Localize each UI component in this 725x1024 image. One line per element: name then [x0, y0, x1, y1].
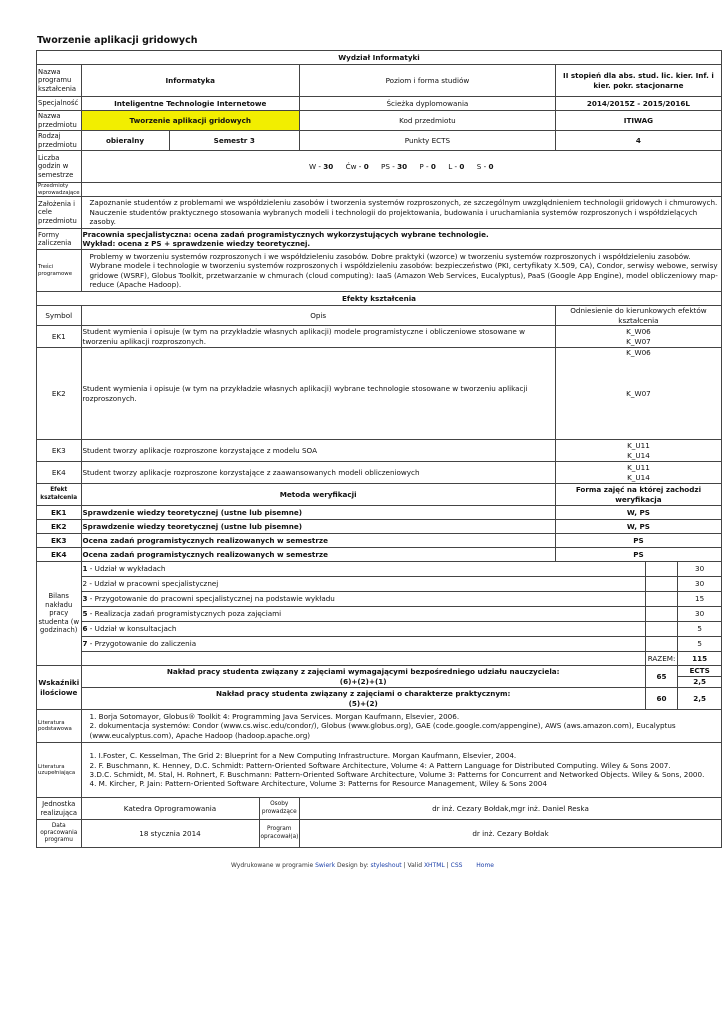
hours-ps: PS - 30	[381, 161, 408, 171]
indicator-1-text: Nakład pracy studenta związany z zajęciami wymagającymi bezpośredniego udziału nauczyciela: (6)+(2)+(1)	[81, 666, 645, 688]
workload-hours: 5	[678, 637, 722, 652]
path-label: Ścieżka dyplomowania	[299, 97, 555, 111]
outcome-symbol: EK2	[37, 348, 82, 440]
outcome-ref: K_U11 K_U14	[555, 462, 721, 484]
outcome-symbol: EK4	[37, 462, 82, 484]
workload-item: 5 - Realizacja zadań programistycznych poza zajęciami	[81, 607, 645, 622]
workload-total-row	[37, 652, 722, 666]
workload-item: 6 - Udział w konsultacjach	[81, 622, 645, 637]
table-row	[37, 548, 722, 562]
course-name: Tworzenie aplikacji gridowych	[81, 111, 299, 131]
hours-w: W - 30	[309, 161, 334, 171]
level-value: II stopień dla abs. stud. lic. kier. Inf. i kier. pokr. stacjonarne	[555, 65, 721, 97]
ects-label: Punkty ECTS	[299, 131, 555, 151]
verification-method: Sprawdzenie wiedzy teoretycznej (ustne lub pisemne)	[81, 520, 555, 534]
outcome-ref: K_U11 K_U14	[555, 440, 721, 462]
workload-total-spacer	[81, 652, 645, 666]
workload-row	[37, 562, 722, 577]
goals-label: Założenia i cele przedmiotu	[37, 197, 82, 229]
workload-blank	[645, 577, 677, 592]
syllabus-table	[36, 50, 722, 848]
specialty-value: Inteligentne Technologie Internetowe	[81, 97, 299, 111]
outcome-desc: Student tworzy aplikacje rozproszone korzystające z zaawansowanych modeli obliczeniowych	[81, 462, 555, 484]
table-row	[37, 462, 722, 484]
table-row	[37, 520, 722, 534]
hours-summary	[81, 151, 722, 183]
literature-basic-label: Literatura podstawowa	[37, 710, 82, 743]
outcome-symbol: EK3	[37, 440, 82, 462]
outcome-symbol: EK1	[37, 326, 82, 348]
outcomes-col-desc: Opis	[81, 306, 555, 326]
footer-home-link[interactable]: Home	[476, 862, 494, 869]
assessment-line-1: Pracownia specjalistyczna: ocena zadań programistycznych wykorzystujących wybrane technologie.	[82, 229, 489, 239]
indicator-2-text: Nakład pracy studenta związany z zajęciami o charakterze praktycznym: (5)+(2)	[81, 688, 645, 710]
literature-extra-label: Literatura uzupełniająca	[37, 743, 82, 798]
list-item: 2. F. Buschmann, K. Henney, D.C. Schmidt: Pattern-Oriented Software Architecture, Volume 4: A Pattern Language for Distributed Computing. Wiley & Sons 2007.	[89, 760, 671, 770]
workload-blank	[645, 607, 677, 622]
indicator-2-ects: 2,5	[678, 688, 722, 710]
content-label: Treści programowe	[37, 250, 82, 292]
list-item: 4. M. Kircher, P. Jain: Pattern-Oriented Software Architecture, Volume 3: Patterns for Resource Management, Wiley & Sons 2004	[89, 779, 547, 789]
workload-row	[37, 637, 722, 652]
indicator-2-hours: 60	[645, 688, 677, 710]
verification-method: Ocena zadań programistycznych realizowanych w semestrze	[81, 534, 555, 548]
path-value: 2014/2015Z - 2015/2016L	[555, 97, 721, 111]
indicator-ects-label: ECTS	[678, 666, 722, 677]
outcome-desc: Student tworzy aplikacje rozproszone korzystające z modelu SOA	[81, 440, 555, 462]
document-title: Tworzenie aplikacji gridowych	[37, 35, 198, 46]
hours-p: P - 0	[419, 161, 436, 171]
specialty-label: Specjalność	[37, 97, 82, 111]
list-item: 1. I.Foster, C. Kesselman, The Grid 2: Blueprint for a New Computing Infrastructure. Morgan Kaufmann, Elsevier, 2004.	[89, 751, 517, 761]
workload-hours: 5	[678, 622, 722, 637]
workload-total-label: RAZEM:	[645, 652, 677, 666]
workload-label: Bilans nakładu pracy studenta (w godzinach)	[37, 562, 82, 666]
workload-blank	[645, 592, 677, 607]
ects-value: 4	[555, 131, 721, 151]
outcomes-header: Efekty kształcenia	[37, 292, 722, 306]
workload-row	[37, 622, 722, 637]
date-label: Data opracowania programu	[37, 820, 82, 848]
verification-col-method: Metoda weryfikacji	[81, 484, 555, 506]
verification-form: PS	[555, 548, 721, 562]
workload-row	[37, 592, 722, 607]
outcome-desc: Student wymienia i opisuje (w tym na przykładzie własnych aplikacji) wybrane technologie stosowane w tworzeniu aplikacji rozproszonych.	[81, 348, 555, 440]
date-value: 18 stycznia 2014	[81, 820, 259, 848]
verification-effect: EK1	[37, 506, 82, 520]
workload-blank	[645, 637, 677, 652]
verification-form: W, PS	[555, 506, 721, 520]
content-text: Problemy w tworzeniu systemów rozproszonych i we współdzieleniu zasobów. Dobre praktyki (wzorce) w tworzeniu systemów rozproszonych i współdzieleniu zasobów. Wybrane modele i technologie w tworzeniu systemów rozproszonych i współdzieleniu zasobów: bezpieczeństwo (PKI, certyfikaty X.509, CA), Condor, serwisy webowe, serwisy gridowe (WSRF), Globus Toolkit, przetwarzanie w chmurach (cloud computing): IaaS (Amazon Web Services, Eucalyptus), PaaS (Google App Engine), model obliczeniowy map-reduce (Apache Hadoop).	[81, 250, 722, 292]
unit-label: Jednostka realizująca	[37, 798, 82, 820]
workload-item: 3 - Przygotowanie do pracowni specjalistycznej na podstawie wykładu	[81, 592, 645, 607]
workload-item: 2 - Udział w pracowni specjalistycznej	[81, 577, 645, 592]
course-label: Nazwa przedmiotu	[37, 111, 82, 131]
footer-app-link[interactable]: Swierk	[315, 862, 336, 869]
hours-label: Liczba godzin w semestrze	[37, 151, 82, 183]
outcome-desc: Student wymienia i opisuje (w tym na przykładzie własnych aplikacji) modele programistyczne i obliczeniowe stosowane w tworzeniu aplikacji rozproszonych.	[81, 326, 555, 348]
outcome-ref: K_W06 K_W07	[555, 326, 721, 348]
hours-cw: Ćw - 0	[345, 161, 369, 171]
indicator-1-ects: 2,5	[678, 677, 722, 688]
faculty-header: Wydział Informatyki	[37, 51, 722, 65]
verification-method: Sprawdzenie wiedzy teoretycznej (ustne lub pisemne)	[81, 506, 555, 520]
workload-hours: 30	[678, 562, 722, 577]
course-code: ITIWAG	[555, 111, 721, 131]
literature-basic-list	[81, 710, 722, 743]
semester-value: Semestr 3	[169, 131, 299, 151]
outcomes-col-ref: Odniesienie do kierunkowych efektów kształcenia	[555, 306, 721, 326]
verification-effect: EK3	[37, 534, 82, 548]
literature-extra-list	[81, 743, 722, 798]
kind-label: Rodzaj przedmiotu	[37, 131, 82, 151]
list-item: 2. dokumentacja systemów: Condor (www.cs.wisc.edu/condor/), Globus (www.globus.org), GAE (code.google.com/appengine), AWS (aws.amazon.com), Eucalyptus (www.eucalyptus.com), Apache Hadoop (hadoop.apache.org)	[89, 721, 676, 740]
workload-total-value: 115	[678, 652, 722, 666]
verification-col-form: Forma zajęć na której zachodzi weryfikacja	[555, 484, 721, 506]
workload-row	[37, 607, 722, 622]
workload-row	[37, 577, 722, 592]
hours-l: L - 0	[448, 161, 465, 171]
assessment-line-2: Wykład: ocena z PS + sprawdzenie wiedzy teoretycznej.	[82, 239, 311, 248]
workload-blank	[645, 622, 677, 637]
table-row	[37, 348, 722, 440]
workload-item: 7 - Przygotowanie do zaliczenia	[81, 637, 645, 652]
workload-hours: 15	[678, 592, 722, 607]
table-row	[37, 440, 722, 462]
indicator-row	[37, 666, 722, 677]
level-label: Poziom i forma studiów	[299, 65, 555, 97]
footer-designer-link[interactable]: styleshout	[370, 862, 402, 869]
verification-col-effect: Efekt kształcenia	[37, 484, 82, 506]
assessment-text	[81, 229, 722, 250]
program-label: Nazwa programu kształcenia	[37, 65, 82, 97]
code-label: Kod przedmiotu	[299, 111, 555, 131]
table-row	[37, 326, 722, 348]
verification-form: PS	[555, 534, 721, 548]
author-label: Program opracował(a)	[259, 820, 299, 848]
author-value: dr inż. Cezary Bołdak	[299, 820, 721, 848]
program-value: Informatyka	[81, 65, 299, 97]
table-row	[37, 506, 722, 520]
hours-s: S - 0	[476, 161, 494, 171]
verification-method: Ocena zadań programistycznych realizowanych w semestrze	[81, 548, 555, 562]
indicators-label: Wskaźniki ilościowe	[37, 666, 82, 710]
verification-effect: EK2	[37, 520, 82, 534]
workload-blank	[645, 562, 677, 577]
outcomes-col-symbol: Symbol	[37, 306, 82, 326]
indicator-row	[37, 688, 722, 699]
workload-hours: 30	[678, 607, 722, 622]
unit-value: Katedra Oprogramowania	[81, 798, 259, 820]
prerequisites-label: Przedmioty wprowadzające	[38, 183, 80, 196]
page-footer: Wydrukowane w programie Swierk Design by: styleshout | Valid XHTML | CSS Home	[230, 862, 494, 869]
list-item: 1. Borja Sotomayor, Globus® Toolkit 4: Programming Java Services. Morgan Kaufmann, Elsevier, 2006.	[89, 711, 460, 721]
verification-effect: EK4	[37, 548, 82, 562]
list-item: 3.D.C. Schmidt, M. Stal, H. Rohnert, F. Buschmann: Pattern-Oriented Software Architecture, Volume 3: Patterns for Concurrent and Networked Objects. Wiley & Sons, 2000.	[89, 770, 705, 779]
kind-value: obieralny	[81, 131, 169, 151]
teachers-label: Osoby prowadzące	[259, 798, 299, 820]
outcome-ref: K_W06 K_W07	[555, 348, 721, 440]
prerequisites-value	[81, 183, 722, 197]
workload-item: 1 - Udział w wykładach	[81, 562, 645, 577]
workload-hours: 30	[678, 577, 722, 592]
assessment-label: Formy zaliczenia	[37, 229, 82, 250]
indicator-1-hours: 65	[645, 666, 677, 688]
footer-css-link[interactable]: CSS	[450, 862, 463, 869]
goals-text: Zapoznanie studentów z problemami we współdzieleniu zasobów i tworzenia systemów rozproszonych, ze szczególnym uwzględnieniem technologii gridowych i chmurowych. Nauczenie studentów praktycznego stosowania wybranych modeli i technologii do projektowania, budowania i uruchamiania systemów rozproszonych i współdzielących zasoby.	[81, 197, 722, 229]
footer-xhtml-link[interactable]: XHTML	[423, 862, 445, 869]
table-row	[37, 534, 722, 548]
teachers-value: dr inż. Cezary Bołdak,mgr inż. Daniel Reska	[299, 798, 721, 820]
verification-form: W, PS	[555, 520, 721, 534]
